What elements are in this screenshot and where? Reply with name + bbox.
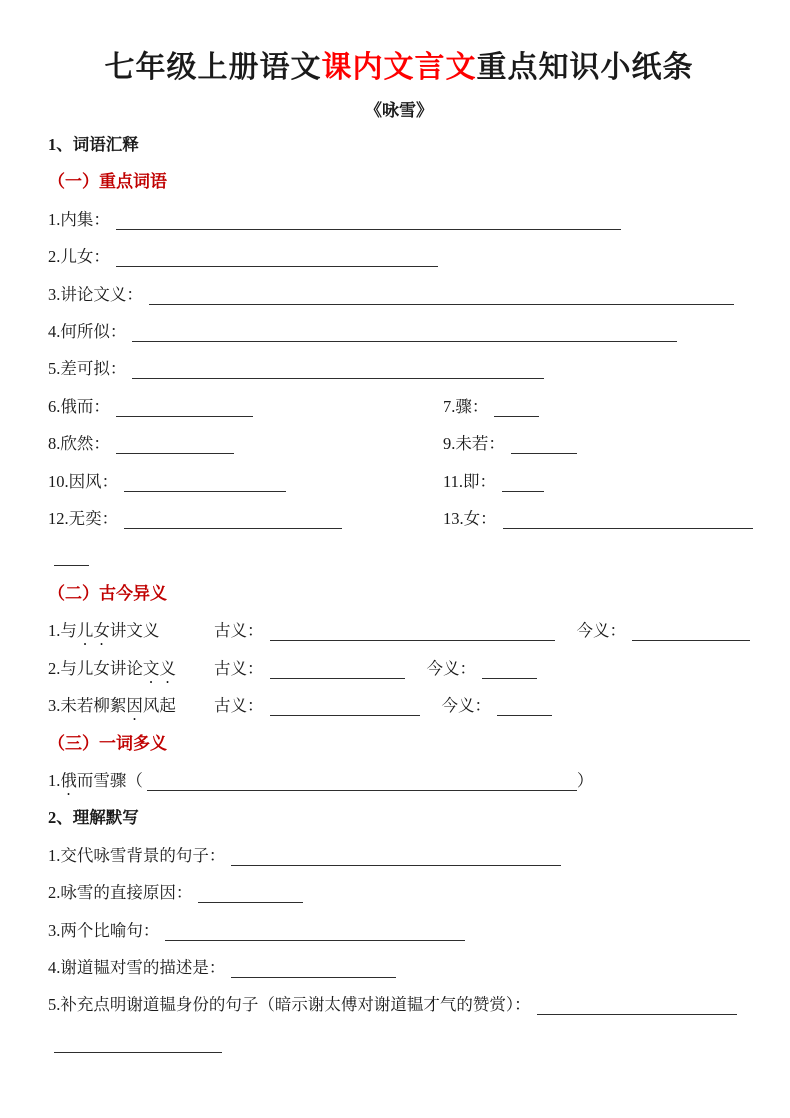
answer-blank-line	[165, 939, 465, 941]
worksheet-row	[48, 650, 750, 687]
page-title	[48, 46, 750, 90]
worksheet-row	[48, 350, 750, 387]
word-entry	[48, 285, 734, 304]
dictation-list	[48, 837, 750, 1061]
worksheet-row	[48, 612, 750, 649]
word-label: 8.欣然：	[48, 434, 110, 454]
worksheet-row	[48, 986, 750, 1023]
ancient-meaning-label: 古义：	[214, 696, 264, 716]
key-words-list	[48, 201, 750, 575]
ancient-meaning-label: 古义：	[214, 658, 264, 678]
question-label: 1.交代咏雪背景的句子：	[48, 845, 226, 865]
question-label: 2.咏雪的直接原因：	[48, 883, 193, 903]
worksheet-row	[48, 912, 750, 949]
worksheet-row	[48, 425, 750, 462]
answer-blank-line	[497, 714, 552, 716]
answer-blank-line	[511, 452, 577, 454]
text-segment: 2.与儿女讲论	[48, 658, 143, 678]
worksheet-row	[48, 762, 750, 799]
answer-blank-line	[132, 340, 677, 342]
title-red-highlight: 课内文言文	[321, 51, 477, 84]
word-label: 7.骤：	[443, 396, 489, 416]
answer-blank-line	[198, 901, 303, 903]
text-segment: 讲文义	[109, 621, 160, 641]
emphasized-text: 儿女	[76, 621, 110, 641]
answer-blank-line	[270, 677, 405, 679]
worksheet-row	[48, 837, 750, 874]
title-black-right: 重点知识小纸条	[476, 51, 694, 84]
word-entry	[48, 322, 677, 341]
worksheet-row	[48, 201, 750, 238]
modern-meaning-label: 今义：	[426, 658, 476, 678]
word-entry	[48, 546, 89, 565]
word-label: 6.俄而：	[48, 396, 110, 416]
closing-paren: ）	[576, 770, 594, 790]
answer-blank-line	[494, 415, 539, 417]
sub2-heading-ancient-modern: （二）古今异义	[48, 583, 167, 603]
answer-blank-line	[116, 228, 621, 230]
text-segment: 风起	[142, 696, 176, 716]
answer-blank-line	[124, 490, 286, 492]
answer-blank-line	[132, 377, 544, 379]
word-entry	[443, 509, 753, 528]
word-entry	[48, 388, 443, 425]
phrase-text	[48, 771, 143, 790]
word-entry	[48, 425, 443, 462]
worksheet-row	[48, 276, 750, 313]
word-label: 13.女：	[443, 509, 497, 529]
text-segment: 1.	[48, 770, 61, 790]
worksheet-row	[48, 874, 750, 911]
word-label: 2.儿女：	[48, 247, 110, 267]
worksheet-row	[48, 537, 750, 574]
worksheet-row	[48, 238, 750, 275]
answer-blank-line	[116, 415, 253, 417]
word-entry	[48, 359, 544, 378]
answer-blank-line	[124, 527, 342, 529]
polysemy-list	[48, 762, 750, 799]
answer-blank-line	[54, 564, 89, 566]
question-label: 4.谢道韫对雪的描述是：	[48, 957, 226, 977]
sub3-heading-polysemy: （三）一词多义	[48, 733, 167, 753]
lesson-subtitle: 《咏雪》	[365, 101, 433, 120]
answer-blank-line	[231, 976, 396, 978]
word-entry	[48, 463, 443, 500]
text-segment: 3.未若柳絮	[48, 696, 127, 716]
answer-blank-line	[116, 265, 438, 267]
answer-blank-line	[502, 490, 544, 492]
section2-heading: 2、理解默写	[48, 808, 139, 828]
modern-meaning-label: 今义：	[441, 696, 491, 716]
answer-blank-line	[270, 639, 555, 641]
answer-blank-line	[231, 864, 561, 866]
word-label: 3.讲论文义：	[48, 284, 143, 304]
ancient-modern-list	[48, 612, 750, 724]
word-entry	[48, 500, 443, 537]
worksheet-row	[48, 687, 750, 724]
answer-blank-line	[482, 677, 537, 679]
worksheet-row	[48, 1024, 750, 1061]
phrase-text	[48, 650, 214, 687]
worksheet-row	[48, 463, 750, 500]
question-label: 3.两个比喻句：	[48, 920, 160, 940]
word-entry	[48, 210, 621, 229]
title-black-left: 七年级上册语文	[104, 51, 322, 84]
answer-blank-line	[632, 639, 750, 641]
word-label: 1.内集：	[48, 209, 110, 229]
word-entry	[443, 472, 544, 491]
modern-meaning-label: 今义：	[576, 621, 626, 641]
answer-blank-line	[270, 714, 420, 716]
word-entry	[443, 397, 539, 416]
answer-blank-line	[116, 452, 234, 454]
word-label: 9.未若：	[443, 434, 505, 454]
word-label: 11.即：	[443, 471, 497, 491]
answer-blank-line	[54, 1051, 222, 1053]
word-entry	[443, 434, 577, 453]
answer-blank-line	[149, 303, 734, 305]
worksheet-row	[48, 388, 750, 425]
text-segment: 1.与	[48, 621, 77, 641]
answer-blank-line	[537, 1013, 737, 1015]
answer-blank-line	[147, 789, 577, 791]
word-label: 12.无奕：	[48, 509, 119, 529]
section1-heading: 1、词语汇释	[48, 135, 139, 154]
answer-blank-line	[503, 527, 753, 529]
sub1-heading-key-words: （一）重点词语	[48, 172, 167, 192]
word-label: 5.差可拟：	[48, 359, 127, 379]
worksheet-row	[48, 949, 750, 986]
emphasized-text: 文义	[142, 658, 176, 678]
question-label: 5.补充点明谢道韫身份的句子（暗示谢太傅对谢道韫才气的赞赏）：	[48, 995, 531, 1015]
worksheet-row	[48, 313, 750, 350]
phrase-text	[48, 687, 214, 724]
ancient-meaning-label: 古义：	[214, 621, 264, 641]
word-label: 10.因风：	[48, 471, 119, 491]
word-entry	[48, 247, 438, 266]
emphasized-text: 因	[126, 696, 143, 716]
word-label: 4.何所似：	[48, 322, 127, 342]
phrase-text	[48, 612, 214, 649]
text-segment: 而雪骤（	[76, 770, 143, 790]
emphasized-text: 俄	[60, 770, 77, 790]
worksheet-row	[48, 500, 750, 537]
